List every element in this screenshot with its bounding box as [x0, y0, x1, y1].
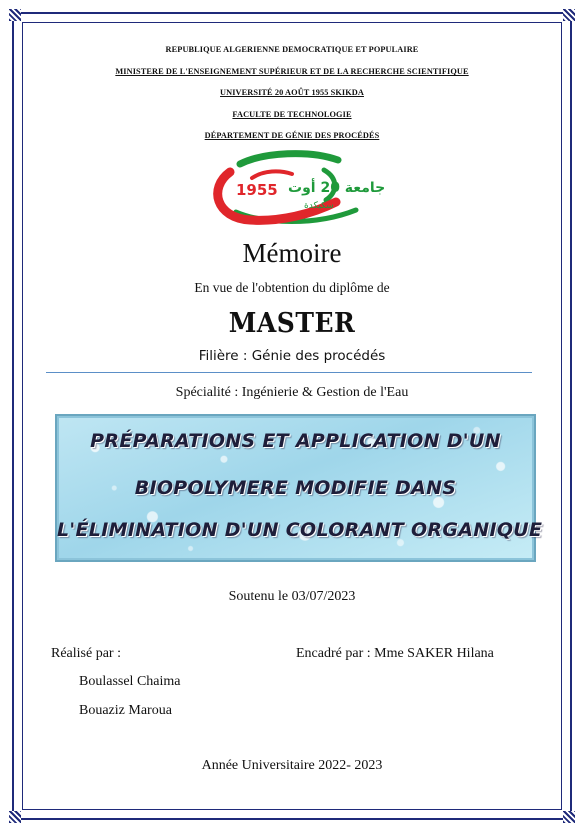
thesis-title-line-2: BIOPOLYMERE MODIFIE DANS: [134, 477, 457, 499]
author-name: Bouaziz Maroua: [79, 703, 172, 718]
specialty: Spécialité : Ingénierie & Gestion de l'Eau: [175, 385, 409, 400]
logo-year: 1955: [236, 181, 278, 199]
border-corner-ornament: [563, 811, 575, 823]
field-of-study: Filière : Génie des procédés: [198, 348, 386, 364]
thesis-title-box: [57, 416, 543, 560]
degree-name: MASTER: [228, 306, 356, 339]
document-type: Mémoire: [242, 238, 342, 268]
logo-arabic-city: سكيكدة: [304, 201, 334, 211]
thesis-title-line-1: PRÉPARATIONS ET APPLICATION D'UN: [90, 430, 501, 452]
faculty-heading: FACULTE DE TECHNOLOGIE: [232, 110, 352, 119]
supervisor: Encadré par : Mme SAKER Hilana: [296, 646, 494, 661]
ministry-heading: MINISTERE DE L'ENSEIGNEMENT SUPÉRIEUR ET DE LA RECHERCHE SCIENTIFIQUE: [115, 67, 469, 76]
thesis-title-line-3: L'ÉLIMINATION D'UN COLORANT ORGANIQUE: [57, 519, 543, 541]
degree-purpose: En vue de l'obtention du diplôme de: [194, 280, 390, 295]
defense-date: Soutenu le 03/07/2023: [228, 589, 356, 604]
border-corner-ornament: [9, 811, 21, 823]
university-logo: [206, 148, 386, 230]
academic-year: Année Universitaire 2022- 2023: [201, 758, 383, 773]
logo-arabic-name: جامعة 20 أوت: [288, 180, 386, 196]
authors-label: Réalisé par :: [51, 646, 121, 661]
border-corner-ornament: [563, 9, 575, 21]
department-heading: DÉPARTEMENT DE GÉNIE DES PROCÉDÉS: [204, 131, 380, 140]
author-name: Boulassel Chaima: [79, 674, 181, 689]
separator-rule: [46, 372, 532, 373]
university-heading: UNIVERSITÉ 20 AOÛT 1955 SKIKDA: [220, 88, 364, 97]
border-corner-ornament: [9, 9, 21, 21]
republic-heading: REPUBLIQUE ALGERIENNE DEMOCRATIQUE ET POPULAIRE: [165, 45, 419, 54]
